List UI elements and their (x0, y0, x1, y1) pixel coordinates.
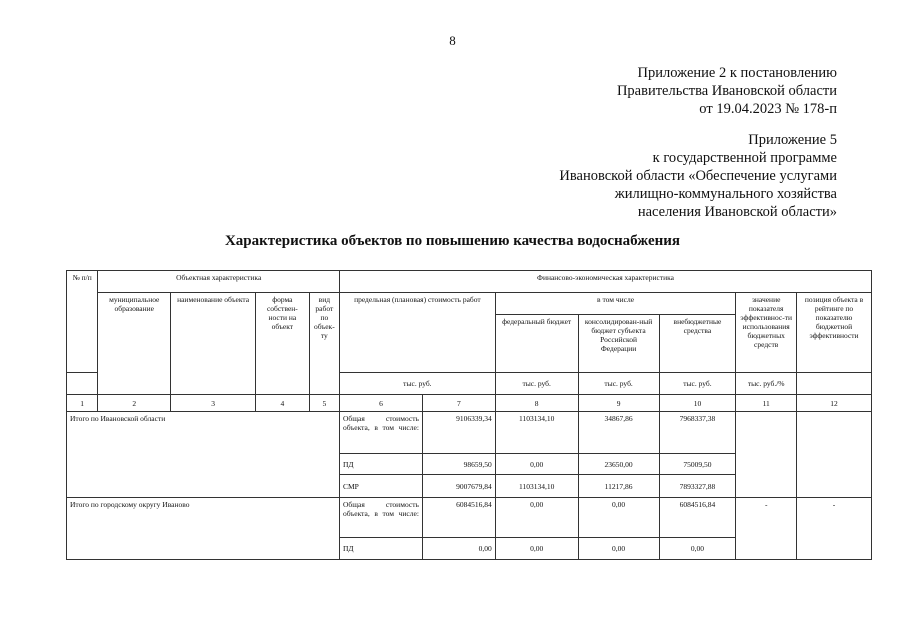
cell-federal: 0,00 (495, 454, 578, 475)
cell-cost: 0,00 (422, 538, 495, 560)
cell-federal: 0,00 (495, 538, 578, 560)
appendix-2-header (617, 64, 837, 118)
water-supply-objects-table (66, 270, 872, 560)
cell-extrabudget: 7893327,88 (659, 475, 736, 498)
cell-position (797, 412, 872, 498)
header-federal-budget: федеральный бюджет (495, 315, 578, 373)
appendix-5-line: жилищно-коммунального хозяйства (614, 186, 837, 202)
appendix-2-line: Правительства Ивановской области (616, 83, 837, 99)
row-label: Итого по городскому округу Иваново (67, 498, 340, 560)
column-number: 3 (171, 395, 256, 412)
page-number: 8 (449, 33, 456, 48)
header-financial-characteristics: Финансово-экономическая характеристика (340, 271, 872, 293)
header-rating-position: позиция объекта в рейтинге по показателю бюджетной эффективности (797, 293, 872, 373)
header-ownership: форма собствен-ности на объект (256, 293, 310, 395)
cell-indicator (736, 412, 797, 498)
cell-cost: 98659,50 (422, 454, 495, 475)
header-efficiency-indicator: значение показателя эффективнос-ти использования бюджетных средств (736, 293, 797, 373)
cell-consolidated: 34867,86 (578, 412, 659, 454)
appendix-5-line: к государственной программе (652, 150, 837, 166)
cell-consolidated: 0,00 (578, 498, 659, 538)
cell-cost: 6084516,84 (422, 498, 495, 538)
column-number: 10 (659, 395, 736, 412)
cell-consolidated: 23650,00 (578, 454, 659, 475)
header-municipality: муниципальное образование (98, 293, 171, 395)
row-description: ПД (340, 454, 423, 475)
cell-extrabudget: 75009,50 (659, 454, 736, 475)
header-including: в том числе (495, 293, 736, 315)
document-title: Характеристика объектов по повышению качества водоснабжения (224, 233, 681, 249)
cell-consolidated: 0,00 (578, 538, 659, 560)
unit-extrabudget: тыс. руб. (659, 373, 736, 395)
column-number: 11 (736, 395, 797, 412)
cell-indicator: - (736, 498, 797, 560)
appendix-5-header (559, 131, 837, 221)
unit-consolidated: тыс. руб. (578, 373, 659, 395)
column-number: 4 (256, 395, 310, 412)
unit-position (797, 373, 872, 395)
column-number: 2 (98, 395, 171, 412)
header-object-name: наименование объекта (171, 293, 256, 395)
header-extrabudgetary: внебюджетные средства (659, 315, 736, 373)
header-consolidated-budget: консолидирован-ный бюджет субъекта Российской Федерации (578, 315, 659, 373)
unit-indicator: тыс. руб./% (736, 373, 797, 395)
column-number: 6 (340, 395, 423, 412)
appendix-2-line: Приложение 2 к постановлению (637, 65, 837, 81)
header-num: № п/п (67, 271, 98, 373)
appendix-5-line: Приложение 5 (748, 132, 837, 148)
cell-consolidated: 11217,86 (578, 475, 659, 498)
table-row (67, 498, 872, 538)
cell-extrabudget: 7968337,38 (659, 412, 736, 454)
unit-cost: тыс. руб. (340, 373, 496, 395)
cell-position: - (797, 498, 872, 560)
unit-federal: тыс. руб. (495, 373, 578, 395)
table-row (67, 412, 872, 454)
cell-extrabudget: 6084516,84 (659, 498, 736, 538)
column-number: 12 (797, 395, 872, 412)
cell-cost: 9007679,84 (422, 475, 495, 498)
header-work-type: вид работ по объек-ту (309, 293, 339, 395)
cell-federal: 0,00 (495, 498, 578, 538)
cell-extrabudget: 0,00 (659, 538, 736, 560)
appendix-5-line: Ивановской области «Обеспечение услугами (559, 168, 837, 184)
appendix-2-line: от 19.04.2023 № 178-п (699, 101, 837, 117)
row-description: Общая стоимость объекта, в том числе: (340, 498, 423, 538)
header-object-characteristics: Объектная характеристика (98, 271, 340, 293)
header-num-continuation (67, 373, 98, 395)
row-description: ПД (340, 538, 423, 560)
table-header-row (67, 293, 872, 315)
cell-federal: 1103134,10 (495, 412, 578, 454)
cell-cost: 9106339,34 (422, 412, 495, 454)
column-number: 7 (422, 395, 495, 412)
column-number: 9 (578, 395, 659, 412)
column-number: 8 (495, 395, 578, 412)
column-number: 1 (67, 395, 98, 412)
cell-federal: 1103134,10 (495, 475, 578, 498)
header-cost: предельная (плановая) стоимость работ (340, 293, 496, 373)
table-header-row (67, 271, 872, 293)
row-label: Итого по Ивановской области (67, 412, 340, 498)
column-number-row (67, 395, 872, 412)
row-description: Общая стоимость объекта, в том числе: (340, 412, 423, 454)
appendix-5-line: населения Ивановской области» (637, 204, 837, 220)
column-number: 5 (309, 395, 339, 412)
row-description: СМР (340, 475, 423, 498)
